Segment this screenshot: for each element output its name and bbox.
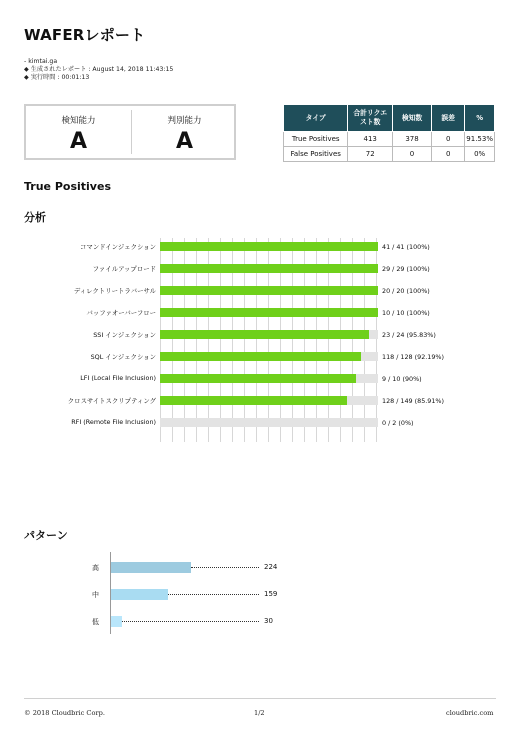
bar-value: 20 / 20 (100%): [382, 287, 430, 295]
bar-value: 118 / 128 (92.19%): [382, 353, 444, 361]
section-pattern: パターン: [24, 529, 68, 542]
detection-value: A: [69, 129, 88, 154]
pattern-bar: [111, 562, 191, 573]
bar-track: [160, 418, 378, 427]
bar-fill: [160, 242, 378, 251]
footer-copyright: © 2018 Cloudbric Corp.: [24, 709, 105, 717]
col-detected: 検知数: [393, 105, 432, 132]
table-row: [284, 132, 495, 147]
report-host: - kimtai.ga: [24, 58, 58, 65]
bar-fill: [160, 308, 378, 317]
pattern-label: 低: [92, 618, 99, 626]
bar-value: 29 / 29 (100%): [382, 265, 430, 273]
cell-total: 413: [348, 132, 393, 147]
detection-label: 検知能力: [61, 116, 96, 126]
bar-label: コマンドインジェクション: [80, 243, 156, 251]
bar-label: バッファオーバーフロー: [86, 309, 156, 317]
pattern-value: 159: [264, 590, 278, 598]
bar-fill: [160, 330, 369, 339]
bar-track: [160, 330, 378, 339]
pattern-leader-line: [122, 621, 259, 622]
section-true-positives: True Positives: [24, 180, 111, 193]
bar-label: ファイルアップロード: [92, 265, 156, 273]
stats-header-row: [284, 105, 495, 132]
bar-value: 10 / 10 (100%): [382, 309, 430, 317]
bar-value: 128 / 149 (85.91%): [382, 397, 444, 405]
cell-type: False Positives: [284, 147, 348, 162]
pattern-leader-line: [168, 594, 259, 595]
col-error: 誤差: [432, 105, 465, 132]
pattern-leader-line: [191, 567, 259, 568]
stats-table: [283, 104, 495, 162]
col-percent: %: [465, 105, 495, 132]
footer-page-number: 1/2: [254, 709, 265, 717]
pattern-value: 224: [264, 563, 278, 571]
bar-track: [160, 396, 378, 405]
pattern-label: 中: [92, 591, 99, 599]
bar-label: ディレクトリートラバーサル: [73, 287, 156, 295]
report-generated: ◆ 生成されたレポート : August 14, 2018 11:43:15: [24, 66, 174, 73]
cell-error: 0: [432, 132, 465, 147]
bar-track: [160, 286, 378, 295]
pattern-bar: [111, 589, 168, 600]
bar-value: 0 / 2 (0%): [382, 419, 414, 427]
report-title: WAFERレポート: [24, 26, 146, 44]
col-type: タイプ: [284, 105, 348, 132]
section-analysis: 分析: [24, 211, 46, 224]
detection-grade: [26, 106, 131, 158]
bar-label: LFI (Local File Inclusion): [80, 374, 156, 382]
bar-label: SQL インジェクション: [90, 353, 156, 361]
grade-summary: [24, 104, 236, 160]
bar-fill: [160, 264, 378, 273]
bar-track: [160, 352, 378, 361]
bar-fill: [160, 396, 347, 405]
col-total: 合計リクエスト数: [348, 105, 393, 132]
bar-label: SSI インジェクション: [93, 331, 156, 339]
pattern-label: 高: [92, 564, 99, 572]
bar-track: [160, 374, 378, 383]
bar-fill: [160, 352, 361, 361]
report-duration: ◆ 実行時間 : 00:01:13: [24, 74, 90, 81]
cell-detected: 378: [393, 132, 432, 147]
bar-track: [160, 308, 378, 317]
cell-percent: 91.53%: [465, 132, 495, 147]
bar-value: 41 / 41 (100%): [382, 243, 430, 251]
bar-value: 23 / 24 (95.83%): [382, 331, 436, 339]
cell-percent: 0%: [465, 147, 495, 162]
discrimination-value: A: [175, 129, 194, 154]
table-row: [284, 147, 495, 162]
bar-label: RFI (Remote File Inclusion): [71, 418, 156, 426]
cell-total: 72: [348, 147, 393, 162]
cell-detected: 0: [393, 147, 432, 162]
bar-track: [160, 264, 378, 273]
pattern-bar: [111, 616, 122, 627]
discrimination-grade: [132, 106, 237, 158]
cell-error: 0: [432, 147, 465, 162]
bar-label: クロスサイトスクリプティング: [67, 397, 156, 405]
bar-track: [160, 242, 378, 251]
discrimination-label: 判別能力: [167, 116, 202, 126]
footer-divider: [24, 698, 496, 699]
pattern-value: 30: [264, 617, 273, 625]
bar-fill: [160, 374, 356, 383]
bar-value: 9 / 10 (90%): [382, 375, 422, 383]
bar-fill: [160, 286, 378, 295]
cell-type: True Positives: [284, 132, 348, 147]
footer-site: cloudbric.com: [446, 709, 494, 717]
